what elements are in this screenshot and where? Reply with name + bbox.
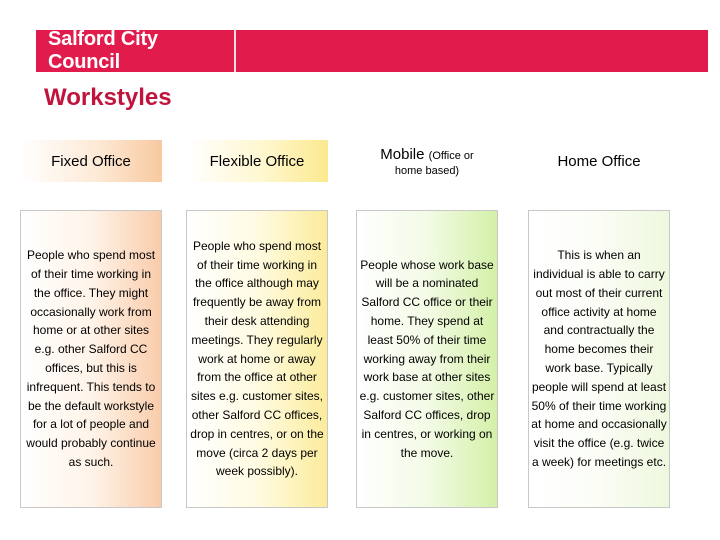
column-subtitle: home based) <box>394 164 460 177</box>
header-banner <box>36 30 708 72</box>
column-body-flexible-office <box>186 210 328 508</box>
column-header-fixed-office <box>20 140 162 182</box>
column-title: Mobile <box>380 145 425 163</box>
banner-divider <box>234 30 236 72</box>
column-body-mobile <box>356 210 498 508</box>
column-header-mobile <box>356 140 498 182</box>
column-body-home-office <box>528 210 670 508</box>
column-subtitle-inline: (Office or <box>428 149 474 162</box>
column-title: Flexible Office <box>209 152 305 170</box>
column-description: People whose work base will be a nominated Salford CC office or their home. They spend at least 50% of their time working away from their work base at other sites e.g. customer sites, other Salford CC offices, drop in centres, or working on the move. <box>359 257 495 460</box>
column-description: This is when an individual is able to carry out most of their current office activity at home and contractually the home becomes their work base. Typically people will spend at least 50% of their time working at home and occasionally visit the office (e.g. twice a week) for meetings etc. <box>531 248 667 469</box>
column-description: People who spend most of their time working in the office although may frequently be away from their desk attending meetings. They regularly work at home or away from the office at other sites e.g. customer sites, other Salford CC offices, drop in centres, or on the move (circa 2 days per week possibly). <box>190 238 324 479</box>
column-title: Fixed Office <box>51 152 131 170</box>
column-header-home-office <box>528 140 670 182</box>
column-body-fixed-office <box>20 210 162 508</box>
page-title: Workstyles <box>44 84 172 111</box>
council-logo: Salford City Council <box>48 28 158 73</box>
column-header-flexible-office <box>186 140 328 182</box>
column-description: People who spend most of their time working in the office. They might occasionally work from home or at other sites e.g. other Salford CC offices, but this is infrequent. This tends to be the default workstyle for a lot of people and would probably continue as such. <box>26 248 156 469</box>
column-title: Home Office <box>557 152 641 170</box>
